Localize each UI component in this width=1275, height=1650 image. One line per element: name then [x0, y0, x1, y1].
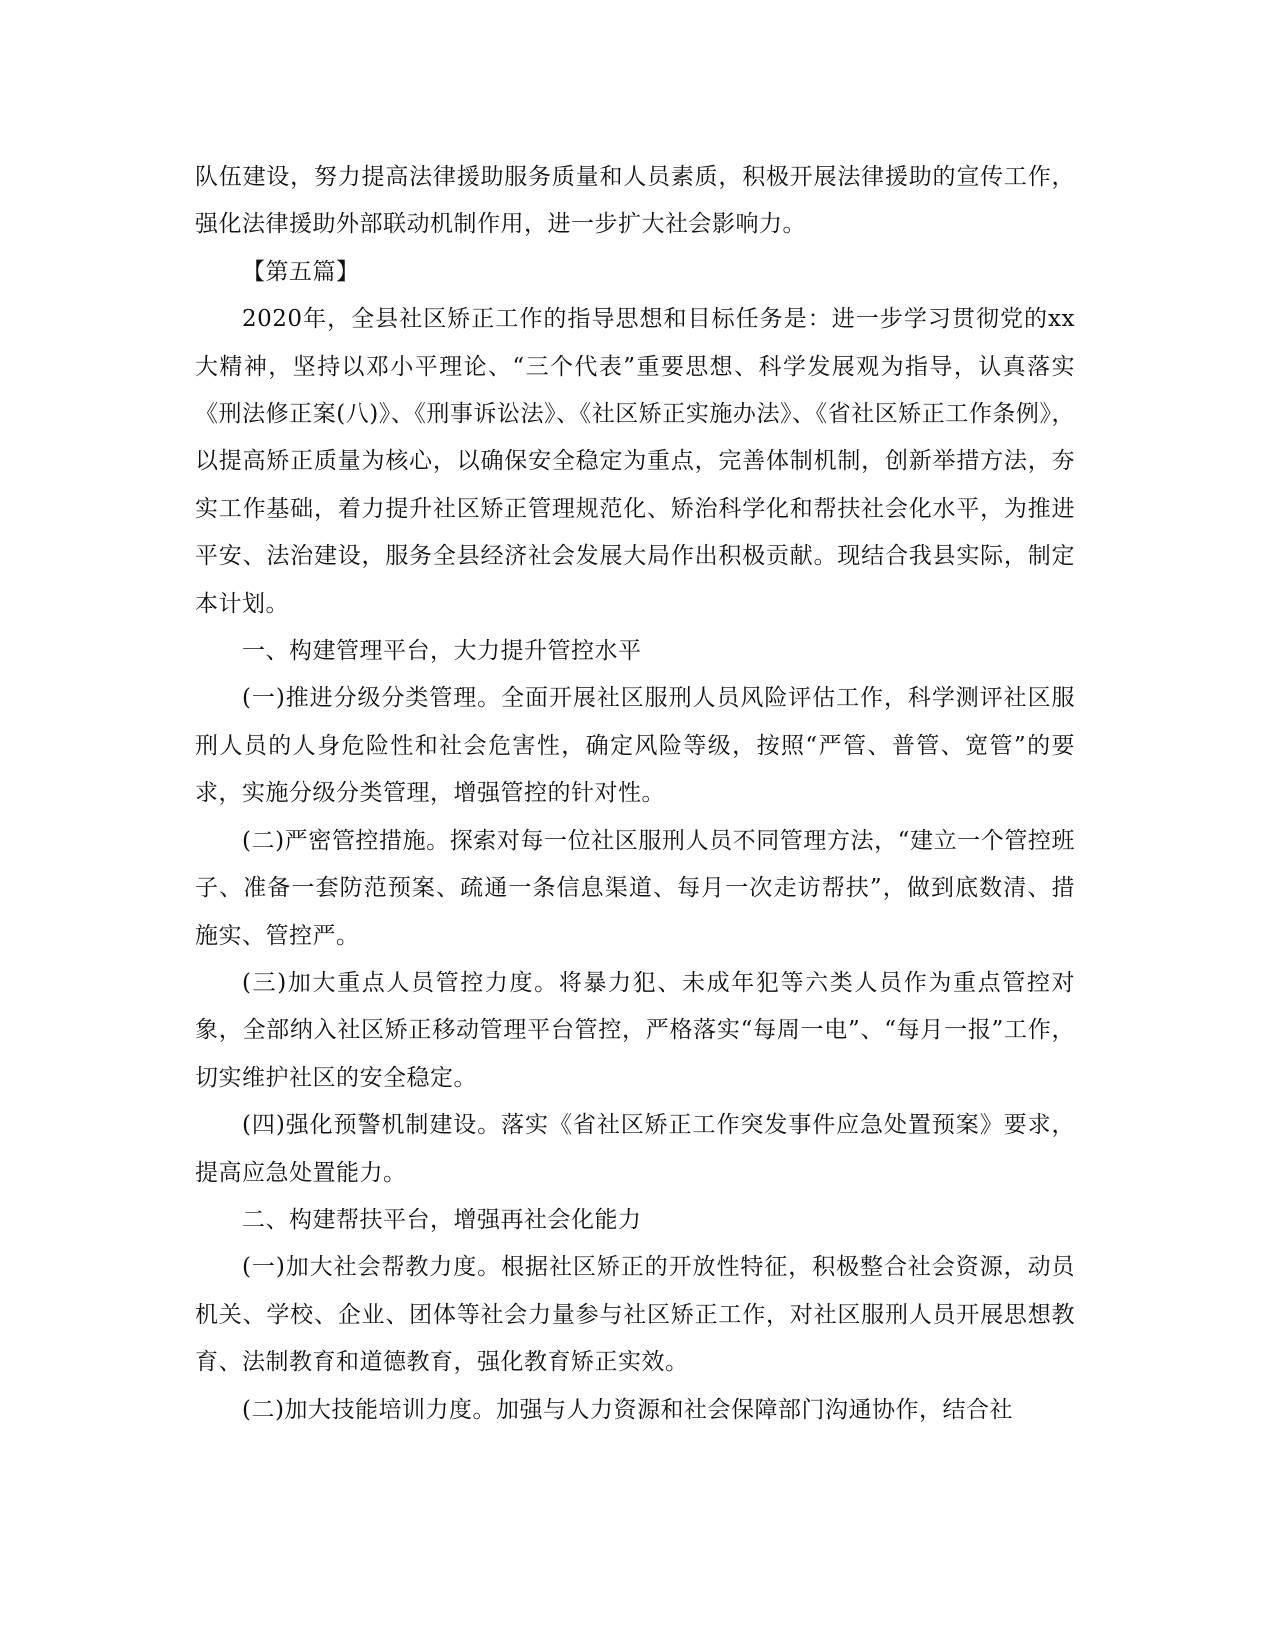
document-body — [195, 154, 1075, 1434]
section-heading-management-platform: 一、构建管理平台，大力提升管控水平 — [242, 638, 642, 665]
paragraph-key-personnel: (三)加大重点人员管控力度。将暴力犯、未成年犯等六类人员作为重点管控对象，全部纳入社区矫正移动管理平台管控，严格落实“每周一电”、“每月一报”工作，切实维护社区的安全稳定。 — [195, 969, 1075, 1091]
paragraph-skills-training: (二)加大技能培训力度。加强与人力资源和社会保障部门沟通协作，结合社 — [242, 1396, 1013, 1423]
paragraph-continuation: 队伍建设，努力提高法律援助服务质量和人员素质，积极开展法律援助的宣传工作，强化法律援助外部联动机制作用，进一步扩大社会影响力。 — [195, 164, 1075, 238]
paragraph-graded-management: (一)推进分级分类管理。全面开展社区服刑人员风险评估工作，科学测评社区服刑人员的人身危险性和社会危害性，确定风险等级，按照“严管、普管、宽管”的要求，实施分级分类管理，增强管控的针对性。 — [195, 685, 1075, 807]
section-heading-fifth-article: 【第五篇】 — [242, 258, 360, 285]
section-heading-assistance-platform: 二、构建帮扶平台，增强再社会化能力 — [242, 1206, 642, 1233]
paragraph-early-warning: (四)强化预警机制建设。落实《省社区矫正工作突发事件应急处置预案》要求，提高应急处置能力。 — [195, 1112, 1075, 1186]
paragraph-strict-control: (二)严密管控措施。探索对每一位社区服刑人员不同管理方法，“建立一个管控班子、准备一套防范预案、疏通一条信息渠道、每月一次走访帮扶”，做到底数清、措施实、管控严。 — [195, 827, 1075, 949]
paragraph-social-assistance: (一)加大社会帮教力度。根据社区矫正的开放性特征，积极整合社会资源，动员机关、学校、企业、团体等社会力量参与社区矫正工作，对社区服刑人员开展思想教育、法制教育和道德教育，强化教育矫正实效。 — [195, 1254, 1075, 1376]
paragraph-guiding-thought: 2020年，全县社区矫正工作的指导思想和目标任务是：进一步学习贯彻党的xx大精神，坚持以邓小平理论、“三个代表”重要思想、科学发展观为指导，认真落实《刑法修正案(八)》、《刑事诉讼法》、《社区矫正实施办法》、《省社区矫正工作条例》，以提高矫正质量为核心，以确保安全稳定为重点，完善体制机制，创新举措方法，夯实工作基础，着力提升社区矫正管理规范化、矫治科学化和帮扶社会化水平，为推进平安、法治建设，服务全县经济社会发展大局作出积极贡献。现结合我县实际，制定本计划。 — [195, 306, 1075, 617]
